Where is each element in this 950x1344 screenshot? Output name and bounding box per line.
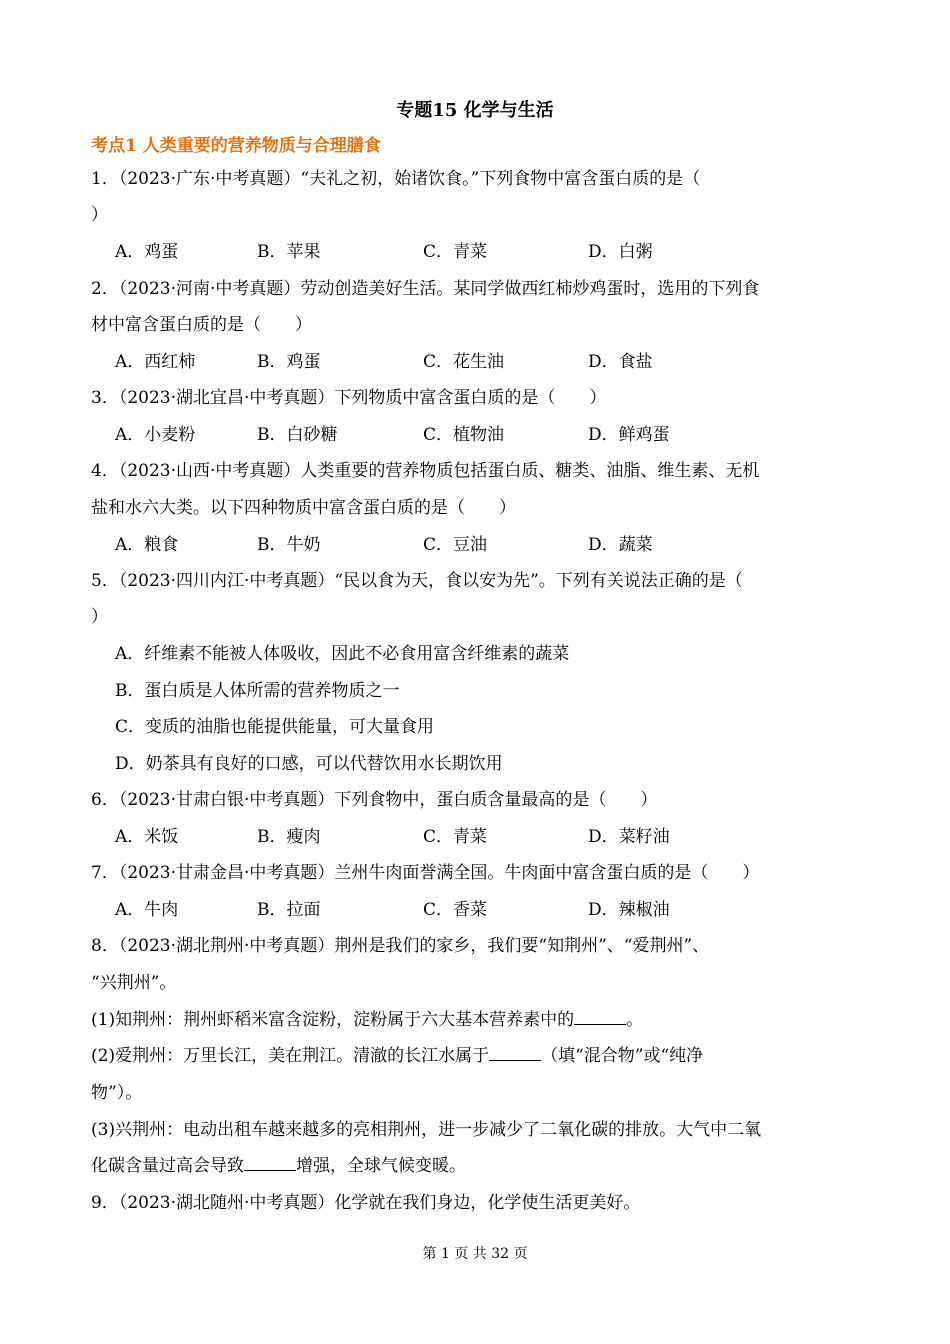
page-title: 专题15 化学与生活 bbox=[396, 100, 554, 121]
question-6: 6．（2023·甘肃白银·中考真题）下列食物中，蛋白质含量最高的是（ ） bbox=[91, 790, 658, 810]
question-8: 8．（2023·湖北荆州·中考真题）荆州是我们的家乡，我们要“知荆州”、“爱荆州”、 bbox=[91, 936, 710, 956]
q6-option-b: B．瘦肉 bbox=[257, 827, 321, 847]
q8-part-3: (3)兴荆州：电动出租车越来越多的亮相荆州，进一步减少了二氧化碳的排放。大气中二氧 bbox=[91, 1120, 762, 1140]
question-5: 5．（2023·四川内江·中考真题）“民以食为天，食以安为先”。下列有关说法正确的是（ bbox=[91, 571, 743, 591]
question-5-continued: ） bbox=[91, 607, 108, 627]
q5-option-d: D．奶茶具有良好的口感，可以代替饮用水长期饮用 bbox=[115, 754, 503, 774]
q1-option-a: A．鸡蛋 bbox=[115, 242, 179, 262]
q6-option-c: C．青菜 bbox=[423, 827, 488, 847]
question-4-continued: 盐和水六大类。以下四种物质中富含蛋白质的是（ ） bbox=[91, 498, 516, 518]
q6-option-d: D．菜籽油 bbox=[588, 827, 670, 847]
q1-option-b: B．苹果 bbox=[257, 242, 321, 262]
q5-option-a: A．纤维素不能被人体吸收，因此不必食用富含纤维素的蔬菜 bbox=[115, 644, 570, 664]
q7-option-b: B．拉面 bbox=[257, 900, 321, 920]
q5-option-b: B．蛋白质是人体所需的营养物质之一 bbox=[115, 681, 400, 701]
q3-option-b: B．白砂糖 bbox=[257, 425, 338, 445]
q7-option-a: A．牛肉 bbox=[115, 900, 179, 920]
q4-option-d: D．蔬菜 bbox=[588, 535, 653, 555]
question-2-continued: 材中富含蛋白质的是（ ） bbox=[91, 315, 312, 335]
q8-part-3-continued bbox=[91, 1154, 466, 1178]
question-4: 4．（2023·山西·中考真题）人类重要的营养物质包括蛋白质、糖类、油脂、维生素、无机 bbox=[91, 461, 760, 481]
q7-option-d: D．辣椒油 bbox=[588, 900, 670, 920]
question-9: 9．（2023·湖北随州·中考真题）化学就在我们身边，化学使生活更美好。 bbox=[91, 1193, 641, 1213]
q4-option-b: B．牛奶 bbox=[257, 535, 321, 555]
q8-part-1-text: (1)知荆州：荆州虾稻米富含淀粉，淀粉属于六大基本营养素中的 bbox=[91, 1010, 575, 1030]
question-8-continued: “兴荆州”。 bbox=[91, 973, 177, 993]
q2-option-a: A．西红柿 bbox=[115, 352, 196, 372]
q3-option-a: A．小麦粉 bbox=[115, 425, 196, 445]
q6-option-a: A．米饭 bbox=[115, 827, 179, 847]
q8-part-1-end: 。 bbox=[626, 1010, 644, 1030]
answer-blank[interactable] bbox=[574, 1008, 626, 1025]
q1-option-d: D．白粥 bbox=[588, 242, 653, 262]
section-heading: 考点1 人类重要的营养物质与合理膳食 bbox=[91, 136, 381, 156]
q4-option-a: A．粮食 bbox=[115, 535, 179, 555]
q7-option-c: C．香菜 bbox=[423, 900, 488, 920]
q8-part-2-text: (2)爱荆州：万里长江，美在荆江。清澈的长江水属于 bbox=[91, 1046, 490, 1066]
q3-option-c: C．植物油 bbox=[423, 425, 505, 445]
question-7: 7．（2023·甘肃金昌·中考真题）兰州牛肉面誉满全国。牛肉面中富含蛋白质的是（ ） bbox=[91, 863, 760, 883]
q8-part-3-end: 增强，全球气候变暖。 bbox=[296, 1156, 466, 1176]
q8-part-2-continued: 物”）。 bbox=[91, 1083, 143, 1103]
q8-part-3-text: 化碳含量过高会导致 bbox=[91, 1156, 244, 1176]
q2-option-b: B．鸡蛋 bbox=[257, 352, 321, 372]
q4-option-c: C．豆油 bbox=[423, 535, 488, 555]
q3-option-d: D．鲜鸡蛋 bbox=[588, 425, 670, 445]
q5-option-c: C．变质的油脂也能提供能量，可大量食用 bbox=[115, 717, 435, 737]
question-3: 3．（2023·湖北宜昌·中考真题）下列物质中富含蛋白质的是（ ） bbox=[91, 388, 607, 408]
question-2: 2．（2023·河南·中考真题）劳动创造美好生活。某同学做西红柿炒鸡蛋时，选用的下列食 bbox=[91, 279, 760, 299]
q1-option-c: C．青菜 bbox=[423, 242, 488, 262]
question-1: 1．（2023·广东·中考真题）“夫礼之初，始诸饮食。”下列食物中富含蛋白质的是（ bbox=[91, 169, 701, 189]
q8-part-2-hint: （填“混合物”或“纯净 bbox=[541, 1046, 704, 1066]
q8-part-2 bbox=[91, 1044, 703, 1068]
answer-blank[interactable] bbox=[489, 1044, 541, 1061]
page-footer: 第 1 页 共 32 页 bbox=[422, 1246, 528, 1262]
q2-option-c: C．花生油 bbox=[423, 352, 505, 372]
answer-blank[interactable] bbox=[244, 1154, 296, 1171]
q8-part-1 bbox=[91, 1008, 643, 1032]
q2-option-d: D．食盐 bbox=[588, 352, 653, 372]
question-1-continued: ） bbox=[91, 205, 108, 225]
